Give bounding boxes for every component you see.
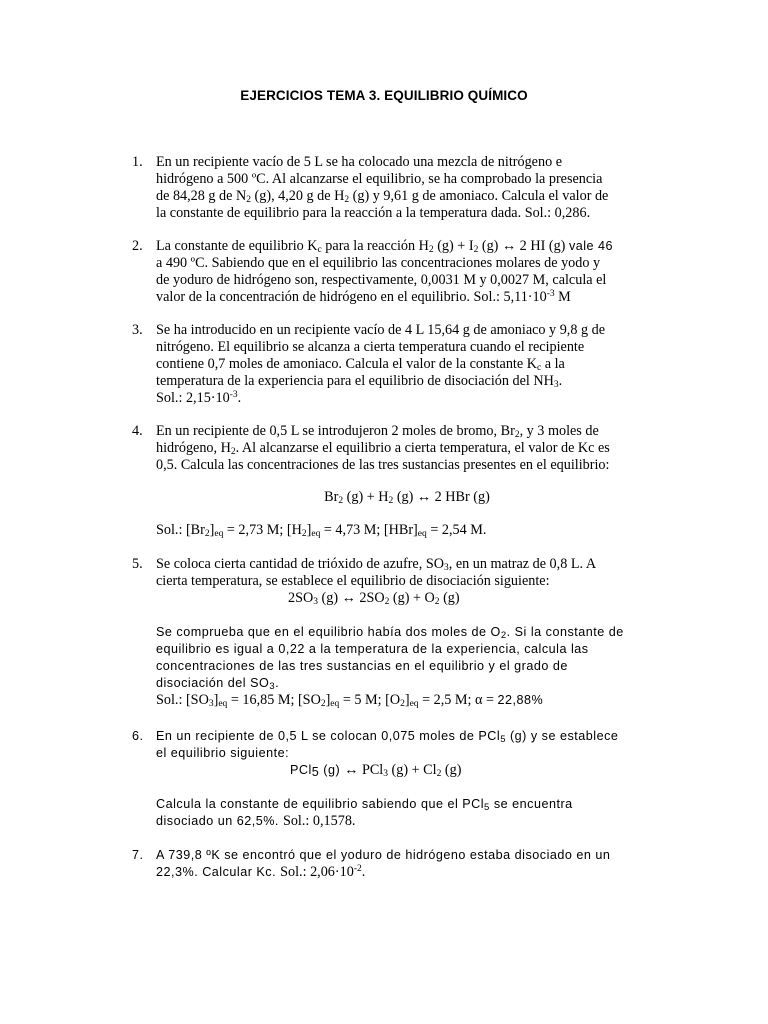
exercise-1-line-1: En un recipiente vacío de 5 L se ha colocado una mezcla de nitrógeno e [156, 154, 563, 170]
exercise-2-line-3: de yoduro de hidrógeno son, respectivamente, 0,0031 M y 0,0027 M, calcula el [156, 272, 607, 288]
exercise-3-number: 3. [132, 322, 143, 338]
document-title: EJERCICIOS TEMA 3. EQUILIBRIO QUÍMICO [240, 88, 528, 103]
exercise-3-line-2: nitrógeno. El equilibrio se alcanza a cierta temperatura cuando el recipiente [156, 339, 585, 355]
exercise-7-line-2: 22,3%. Calcular Kc. Sol.: $2,06\cdot 10^{-2}$. [156, 864, 366, 880]
exercise-5-paragraph-line-2: equilibrio es igual a 0,22 a la temperatura de la experiencia, calcula las [156, 642, 589, 656]
exercise-3-line-4: temperatura de la experiencia para el equilibrio de disociación del $NH_3$. [156, 373, 563, 390]
exercise-3-line-1: Se ha introducido en un recipiente vacío de 4 L 15,64 g de amoniaco y 9,8 g de [156, 322, 606, 338]
exercise-5-paragraph-line-1: Se comprueba que en el equilibrio había dos moles de $O_2$. Si la constante de [156, 625, 624, 641]
exercise-3-line-3: contiene 0,7 moles de amoniaco. Calcula el valor de la constante $K_c$ a la [156, 356, 565, 373]
exercise-5-equation: $2SO_3$ (g) ↔ $2SO_2$ $(g) + O_2$ (g) [288, 590, 460, 607]
exercise-4-solution: Sol.: $[Br_2]_{eq} = 2,73$ M; $[H_2]_{eq} = 4,73$ M; $[HBr]_{eq} = 2,54$ M. [156, 522, 487, 539]
exercise-5-line-1: Se coloca cierta cantidad de trióxido de azufre, $SO_3$, en un matraz de 0,8 L. A [156, 556, 597, 573]
exercise-5-line-2: cierta temperatura, se establece el equilibrio de disociación siguiente: [156, 573, 550, 589]
exercise-5-solution: Sol.: $[SO_3]_{eq} = 16,85$ M; $[SO_2]_{eq} = 5$ M; $[O_2]_{eq} = 2,5$ M; α = 22,88% [156, 692, 544, 709]
exercise-2-line-1: La constante de equilibrio $K_c$ para la reacción $H_2$ $(g) + I_2$ (g) ↔ 2 HI (g) vale 46 [156, 238, 614, 255]
exercise-4-line-1: En un recipiente de 0,5 L se introdujeron 2 moles de bromo, $Br_2$, y 3 moles de [156, 423, 599, 440]
exercise-5-number: 5. [132, 556, 143, 572]
exercise-4-equation: $Br_2$ $(g) + H_2$ (g) ↔ 2 HBr (g) [324, 489, 490, 506]
exercise-1-line-3: de 84,28 g de $N_2$ (g), 4,20 g de $H_2$ (g) y 9,61 g de amoniaco. Calcula el valor de [156, 188, 609, 205]
exercise-7-number: 7. [132, 848, 144, 862]
exercise-2-line-2: a 490 ºC. Sabiendo que en el equilibrio las concentraciones molares de yodo y [156, 255, 601, 271]
exercise-1-line-2: hidrógeno a 500 ºC. Al alcanzarse el equilibrio, se ha comprobado la presencia [156, 171, 603, 187]
exercise-1-line-4: la constante de equilibrio para la reacción a la temperatura dada. Sol.: 0,286. [156, 205, 591, 221]
exercise-6-number: 6. [132, 729, 144, 743]
exercise-6-equation: PCl$_5$ (g) ↔ PCl$_3$ $(g) + Cl_2$ (g) [290, 762, 462, 779]
exercise-6-line-1: En un recipiente de 0,5 L se colocan 0,075 moles de PCl$_5$ (g) y se establece [156, 729, 619, 745]
exercise-2-line-4: valor de la concentración de hidrógeno en el equilibrio. Sol.: $5,11\cdot 10^{-3}$ M [156, 289, 571, 305]
exercise-4-line-3: 0,5. Calcula las concentraciones de las tres sustancias presentes en el equilibrio: [156, 457, 610, 473]
exercise-4-number: 4. [132, 423, 143, 439]
exercise-4-line-2: hidrógeno, $H_2$. Al alcanzarse el equilibrio a cierta temperatura, el valor de Kc es [156, 440, 610, 457]
exercise-6-paragraph-line-2: disociado un 62,5%. Sol.: 0,1578. [156, 813, 356, 829]
exercise-7-line-1: A 739,8 ºK se encontró que el yoduro de hidrógeno estaba disociado en un [156, 848, 611, 862]
exercise-6-paragraph-line-1: Calcula la constante de equilibrio sabiendo que el PCl$_5$ se encuentra [156, 797, 573, 813]
exercise-6-line-2: el equilibrio siguiente: [156, 746, 290, 760]
exercise-5-paragraph-line-3: concentraciones de las tres sustancias en el equilibrio y el grado de [156, 659, 568, 673]
exercise-1-number: 1. [132, 154, 143, 170]
exercise-3-line-5: Sol.: $2,15\cdot 10^{-3}$. [156, 390, 242, 406]
exercise-2-number: 2. [132, 238, 143, 254]
exercise-5-paragraph-line-4: disociación del $SO_3$. [156, 676, 280, 692]
